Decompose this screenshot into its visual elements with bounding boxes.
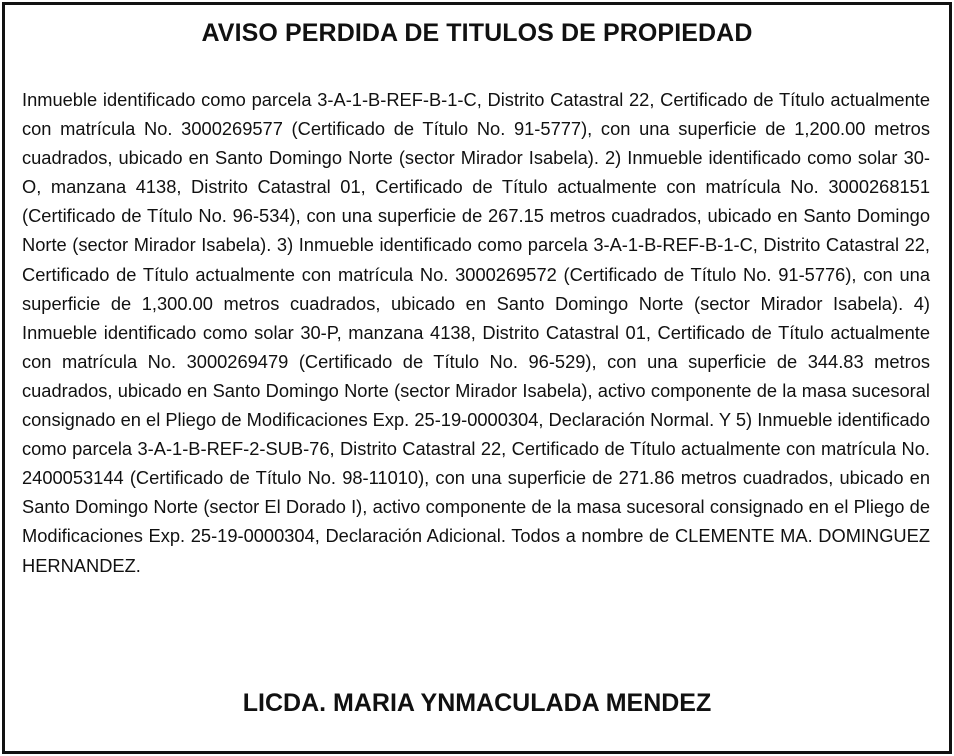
notice-frame bbox=[2, 2, 952, 754]
signature-name: LICDA. MARIA YNMACULADA MENDEZ bbox=[242, 689, 712, 717]
notice-body: Inmueble identificado como parcela 3-A-1-B-REF-B-1-C, Distrito Catastral 22, Certificado de Título actualmente con matrícula No. 3000269577 (Certificado de Título No. 91-5777), con una superficie de 1,200.00 metros cuadrados, ubicado en Santo Domingo Norte (sector Mirador Isabela). 2) Inmueble identificado como solar 30-O, manzana 4138, Distrito Catastral 01, Certificado de Título actualmente con matrícula No. 3000268151 (Certificado de Título No. 96-534), con una superficie de 267.15 metros cuadrados, ubicado en Santo Domingo Norte (sector Mirador Isabela). 3) Inmueble identificado como parcela 3-A-1-B-REF-B-1-C, Distrito Catastral 22, Certificado de Título actualmente con matrícula No. 3000269572 (Certificado de Título No. 91-5776), con una superficie de 1,300.00 metros cuadrados, ubicado en Santo Domingo Norte (sector Mirador Isabela). 4) Inmueble identificado como solar 30-P, manzana 4138, Distrito Catastral 01, Certificado de Título actualmente con matrícula No. 3000269479 (Certificado de Título No. 96-529), con una superficie de 344.83 metros cuadrados, ubicado en Santo Domingo Norte (sector Mirador Isabela), activo componente de la masa sucesoral consignado en el Pliego de Modificaciones Exp. 25-19-0000304, Declaración Normal. Y 5) Inmueble identificado como parcela 3-A-1-B-REF-2-SUB-76, Distrito Catastral 22, Certificado de Título actualmente con matrícula No. 2400053144 (Certificado de Título No. 98-11010), con una superficie de 271.86 metros cuadrados, ubicado en Santo Domingo Norte (sector El Dorado I), activo componente de la masa sucesoral consignado en el Pliego de Modificaciones Exp. 25-19-0000304, Declaración Adicional. Todos a nombre de CLEMENTE MA. DOMINGUEZ HERNANDEZ. bbox=[22, 89, 930, 576]
notice-title: AVISO PERDIDA DE TITULOS DE PROPIEDAD bbox=[201, 19, 753, 47]
